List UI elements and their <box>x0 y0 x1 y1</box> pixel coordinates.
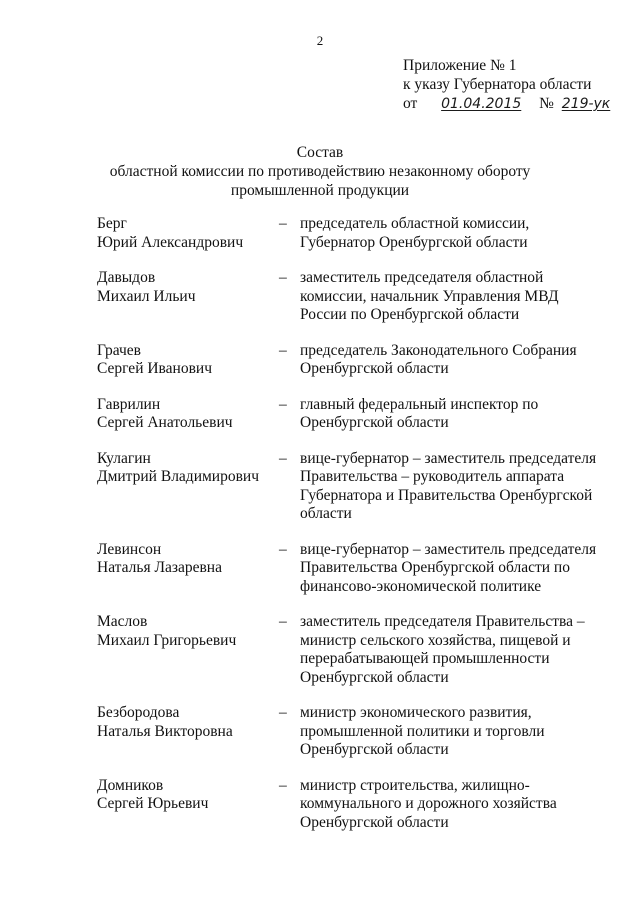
attachment-title: Приложение № 1 <box>403 57 517 74</box>
member-role <box>300 342 597 379</box>
member-given-names: Михаил Григорьевич <box>97 631 237 649</box>
member-given-names: Сергей Иванович <box>97 360 213 377</box>
member-given-names: Михаил Ильич <box>97 287 196 305</box>
role-line: Оренбургской области <box>300 414 449 431</box>
member-name <box>97 215 279 252</box>
member-name <box>97 541 279 597</box>
dash-separator: – <box>279 269 287 286</box>
member-given-names: Дмитрий Владимирович <box>97 468 260 485</box>
dash-separator: – <box>279 395 287 413</box>
member-role <box>300 450 597 524</box>
member-surname: Домников <box>97 776 164 794</box>
attachment-date-line <box>403 94 610 114</box>
member-role <box>300 215 597 252</box>
role-line: Губернатор Оренбургской области <box>300 233 528 251</box>
dash-separator: – <box>279 449 287 467</box>
member-entry <box>97 541 597 597</box>
member-given-names: Сергей Анатольевич <box>97 414 233 431</box>
member-given-names: Юрий Александрович <box>97 233 244 251</box>
member-given-names: Сергей Юрьевич <box>97 795 209 812</box>
member-name <box>97 342 279 379</box>
member-role <box>300 777 597 833</box>
handwritten-date: 01.04.2015 <box>441 96 522 112</box>
title-line-3: промышленной продукции <box>230 182 410 199</box>
dash-separator: – <box>279 540 287 558</box>
dash-separator: – <box>279 341 287 359</box>
role-line: Оренбургской области <box>300 741 449 758</box>
page-number: 2 <box>316 33 324 48</box>
member-entry <box>97 613 597 687</box>
member-surname: Гаврилин <box>97 395 161 413</box>
attachment-decree-reference: к указу Губернатора области <box>403 76 592 93</box>
role-line: министр строительства, жилищно- <box>300 776 530 794</box>
role-line: Правительства Оренбургской области по <box>300 559 570 576</box>
member-entry <box>97 450 597 524</box>
role-line: комиссии, начальник Управления МВД <box>300 287 559 305</box>
role-line: Губернатора и Правительства Оренбургской <box>300 486 593 504</box>
role-line: вице-губернатор – заместитель председателя <box>300 449 597 467</box>
title-line-2: областной комиссии по противодействию незаконному обороту <box>109 163 531 180</box>
member-role <box>300 541 597 597</box>
member-name <box>97 450 279 524</box>
role-line: Оренбургской области <box>300 813 449 831</box>
role-line: министр экономического развития, <box>300 704 532 721</box>
handwritten-decree-number: 219-ук <box>561 96 611 112</box>
dash-separator: – <box>279 776 287 794</box>
role-line: Оренбургской области <box>300 360 449 377</box>
member-role <box>300 613 597 687</box>
role-line: промышленной политики и торговли <box>300 722 545 740</box>
member-entry <box>97 342 597 379</box>
role-line: области <box>300 505 352 522</box>
role-line: председатель областной комиссии, <box>300 215 530 232</box>
role-line: Правительства – руководитель аппарата <box>300 468 565 485</box>
role-line: перерабатывающей промышленности <box>300 650 550 667</box>
dash-separator: – <box>279 215 287 232</box>
member-entry <box>97 269 597 325</box>
role-line: Оренбургской области <box>300 668 449 686</box>
member-entry <box>97 396 597 433</box>
member-name <box>97 269 279 325</box>
member-given-names: Наталья Викторовна <box>97 722 233 740</box>
member-name <box>97 704 279 760</box>
role-line: России по Оренбургской области <box>300 306 520 323</box>
role-line: коммунального и дорожного хозяйства <box>300 795 557 812</box>
member-role <box>300 269 597 325</box>
member-surname: Левинсон <box>97 540 162 558</box>
dash-separator: – <box>279 704 287 721</box>
member-entry <box>97 777 597 833</box>
member-name <box>97 613 279 687</box>
member-entry <box>97 704 597 760</box>
member-surname: Кулагин <box>97 449 151 467</box>
role-line: министр сельского хозяйства, пищевой и <box>300 631 571 649</box>
commission-members-list <box>97 215 597 832</box>
member-name <box>97 396 279 433</box>
dash-separator: – <box>279 613 287 630</box>
attachment-header <box>403 56 610 114</box>
role-line: вице-губернатор – заместитель председателя <box>300 540 597 558</box>
member-role <box>300 704 597 760</box>
member-surname: Безбородова <box>97 704 180 721</box>
number-label: № <box>539 95 554 112</box>
document-title <box>0 143 640 200</box>
member-surname: Берг <box>97 215 127 232</box>
role-line: заместитель председателя областной <box>300 269 544 286</box>
member-surname: Маслов <box>97 613 148 630</box>
role-line: председатель Законодательного Собрания <box>300 341 577 359</box>
member-role <box>300 396 597 433</box>
member-given-names: Наталья Лазаревна <box>97 559 222 576</box>
title-line-1: Состав <box>296 144 344 161</box>
member-surname: Давыдов <box>97 269 156 286</box>
member-name <box>97 777 279 833</box>
member-surname: Грачев <box>97 341 141 359</box>
role-line: финансово-экономической политике <box>300 577 542 595</box>
role-line: заместитель председателя Правительства – <box>300 613 585 630</box>
from-label: от <box>403 95 418 112</box>
role-line: главный федеральный инспектор по <box>300 395 539 413</box>
member-entry <box>97 215 597 252</box>
